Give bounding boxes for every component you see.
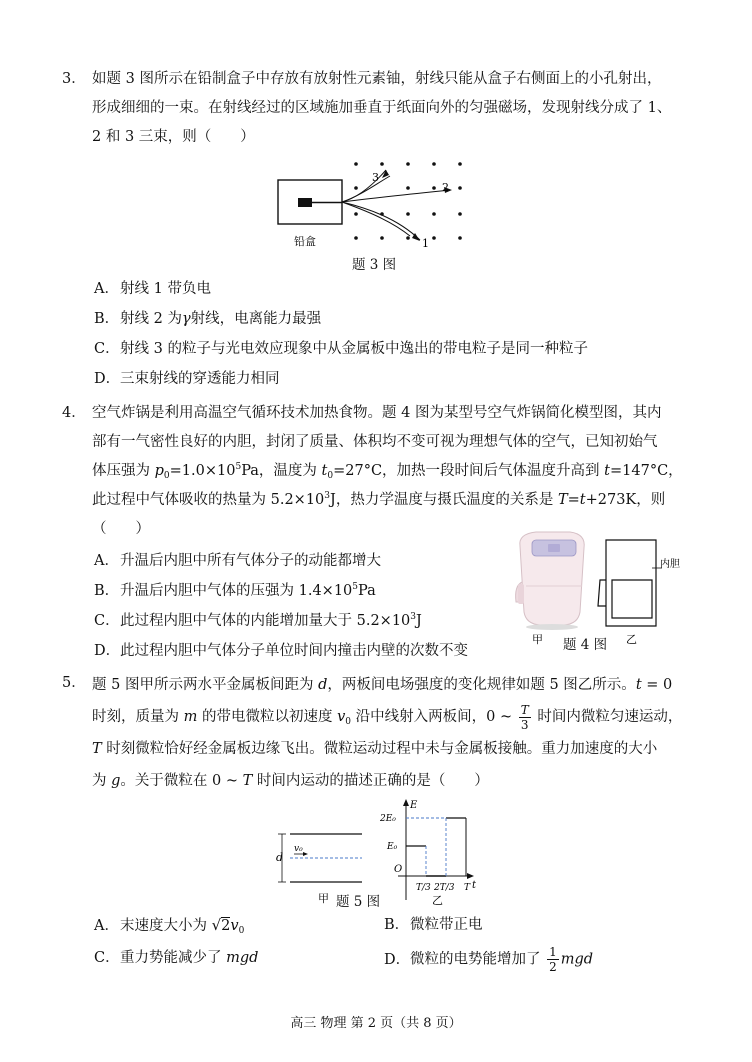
q4-option-d: D．此过程内胆中气体分子单位时间内撞击内壁的次数不变	[94, 643, 468, 659]
question-text-line: 形成细细的一束。在射线经过的区域施加垂直于纸面向外的匀强磁场，发现射线分成了 1、	[92, 100, 672, 116]
origin-label: O	[394, 864, 403, 875]
tick-t-third: T/3	[416, 883, 431, 893]
tick-2t-third: 2T/3	[434, 883, 455, 893]
question-text-line: 体压强为 $p_0=1.0\times 10^5Pa$，温度为 $t_0=27^\circ C$，加热一段时间后气体温度升高到 t=147°C，	[92, 462, 683, 481]
figure-3-caption: 题 3 图	[352, 257, 397, 273]
question-text-line: 空气炸锅是利用高温空气循环技术加热食物。题 4 图为某型号空气炸锅简化模型图，其内	[92, 405, 662, 421]
page-footer: 高三 物理 第 2 页（共 8 页）	[290, 1016, 462, 1031]
air-fryer-photo	[516, 532, 585, 630]
beam-label-2: 2	[442, 181, 449, 194]
fig5-label-jia: 甲	[318, 892, 329, 905]
figure-4-caption: 题 4 图	[563, 637, 608, 653]
tick-2e0: 2E₀	[380, 814, 396, 824]
fig5-label-yi: 乙	[432, 894, 443, 907]
question-text-line: 部有一气密性良好的内胆，封闭了质量、体积均不变可视为理想气体的空气，已知初始气	[92, 434, 658, 450]
q3-option-a: A．射线 1 带负电	[94, 281, 211, 297]
q5-option-b: B．微粒带正电	[384, 917, 483, 933]
q5-option-d: D．微粒的电势能增加了 $\frac{1}{2}$ mgd	[384, 945, 594, 974]
initial-velocity-label: v₀	[294, 844, 303, 854]
q3-option-b: B．射线 2 为γ射线，电离能力最强	[94, 311, 322, 327]
q5-option-c: C．重力势能减少了 mgd	[94, 950, 259, 966]
q4-option-a: A．升温后内胆中所有气体分子的动能都增大	[94, 553, 381, 569]
air-fryer-model	[598, 540, 662, 626]
question-number: 4．	[62, 405, 86, 421]
question-text-line: 2 和 3 三束，则（ ）	[92, 129, 255, 145]
tick-e0: E₀	[387, 842, 398, 852]
axis-label-e: E	[410, 800, 418, 811]
figure-5-caption: 题 5 图	[336, 894, 381, 910]
question-4	[64, 399, 704, 544]
fig4-label-jia: 甲	[532, 633, 543, 646]
question-text-line: 如题 3 图所示在铅制盒子中存放有放射性元素铀，射线只能从盒子右侧面上的小孔射出，	[92, 71, 662, 87]
question-text-line: 此过程中气体吸收的热量为 $5.2\times 10^3J$，热力学温度与摄氏温度的关系是 T=t+273K，则	[92, 491, 666, 508]
q3-option-c: C．射线 3 的粒子与光电效应现象中从金属板中逸出的带电粒子是同一种粒子	[94, 341, 588, 357]
q5-option-a: A．末速度大小为 $√2v_0$	[94, 916, 245, 936]
plate-distance-label: d	[276, 851, 284, 864]
lead-box-label: 铅盒	[294, 235, 316, 248]
question-3	[64, 65, 704, 152]
fig4-label-yi: 乙	[626, 633, 637, 646]
inner-liner-label: 内胆	[660, 559, 680, 570]
question-number: 5．	[62, 675, 86, 691]
question-text-line: （ ）	[92, 521, 150, 537]
beam-label-3: 3	[372, 171, 379, 184]
beam-label-1: 1	[422, 237, 429, 250]
question-5	[64, 669, 704, 797]
figure-4-air-fryer	[506, 526, 690, 650]
q4-option-c: C．此过程内胆中气体的内能增加量大于 $5.2\times 10^3J$	[94, 612, 422, 629]
axis-label-t: t	[472, 880, 477, 891]
beam-2	[342, 190, 450, 202]
tick-t: T	[464, 883, 471, 893]
figure-3-radiation-diagram	[272, 158, 472, 250]
question-text-line: 题 5 图甲所示两水平金属板间距为 d，两板间电场强度的变化规律如题 5 图乙所示。t = 0	[92, 677, 673, 693]
magnetic-field-dots	[354, 162, 462, 240]
q4-option-b: B．升温后内胆中气体的压强为 $1.4\times 10^5Pa$	[94, 582, 376, 599]
question-number: 3．	[62, 71, 86, 87]
question-text-line: 为 g。关于微粒在 0 ~ T 时间内运动的描述正确的是（ ）	[92, 773, 489, 789]
question-text-line: T 时刻微粒恰好经金属板边缘飞出。微粒运动过程中未与金属板接触。重力加速度的大小	[92, 741, 658, 757]
uranium-source	[298, 198, 312, 207]
q3-option-d: D．三束射线的穿透能力相同	[94, 371, 280, 387]
question-text-line: 时刻，质量为 m 的带电微粒以初速度 $v_0$ 沿中线射入两板间，0 ~ $\frac{T}{3}$ 时间内微粒匀速运动，	[92, 702, 683, 732]
